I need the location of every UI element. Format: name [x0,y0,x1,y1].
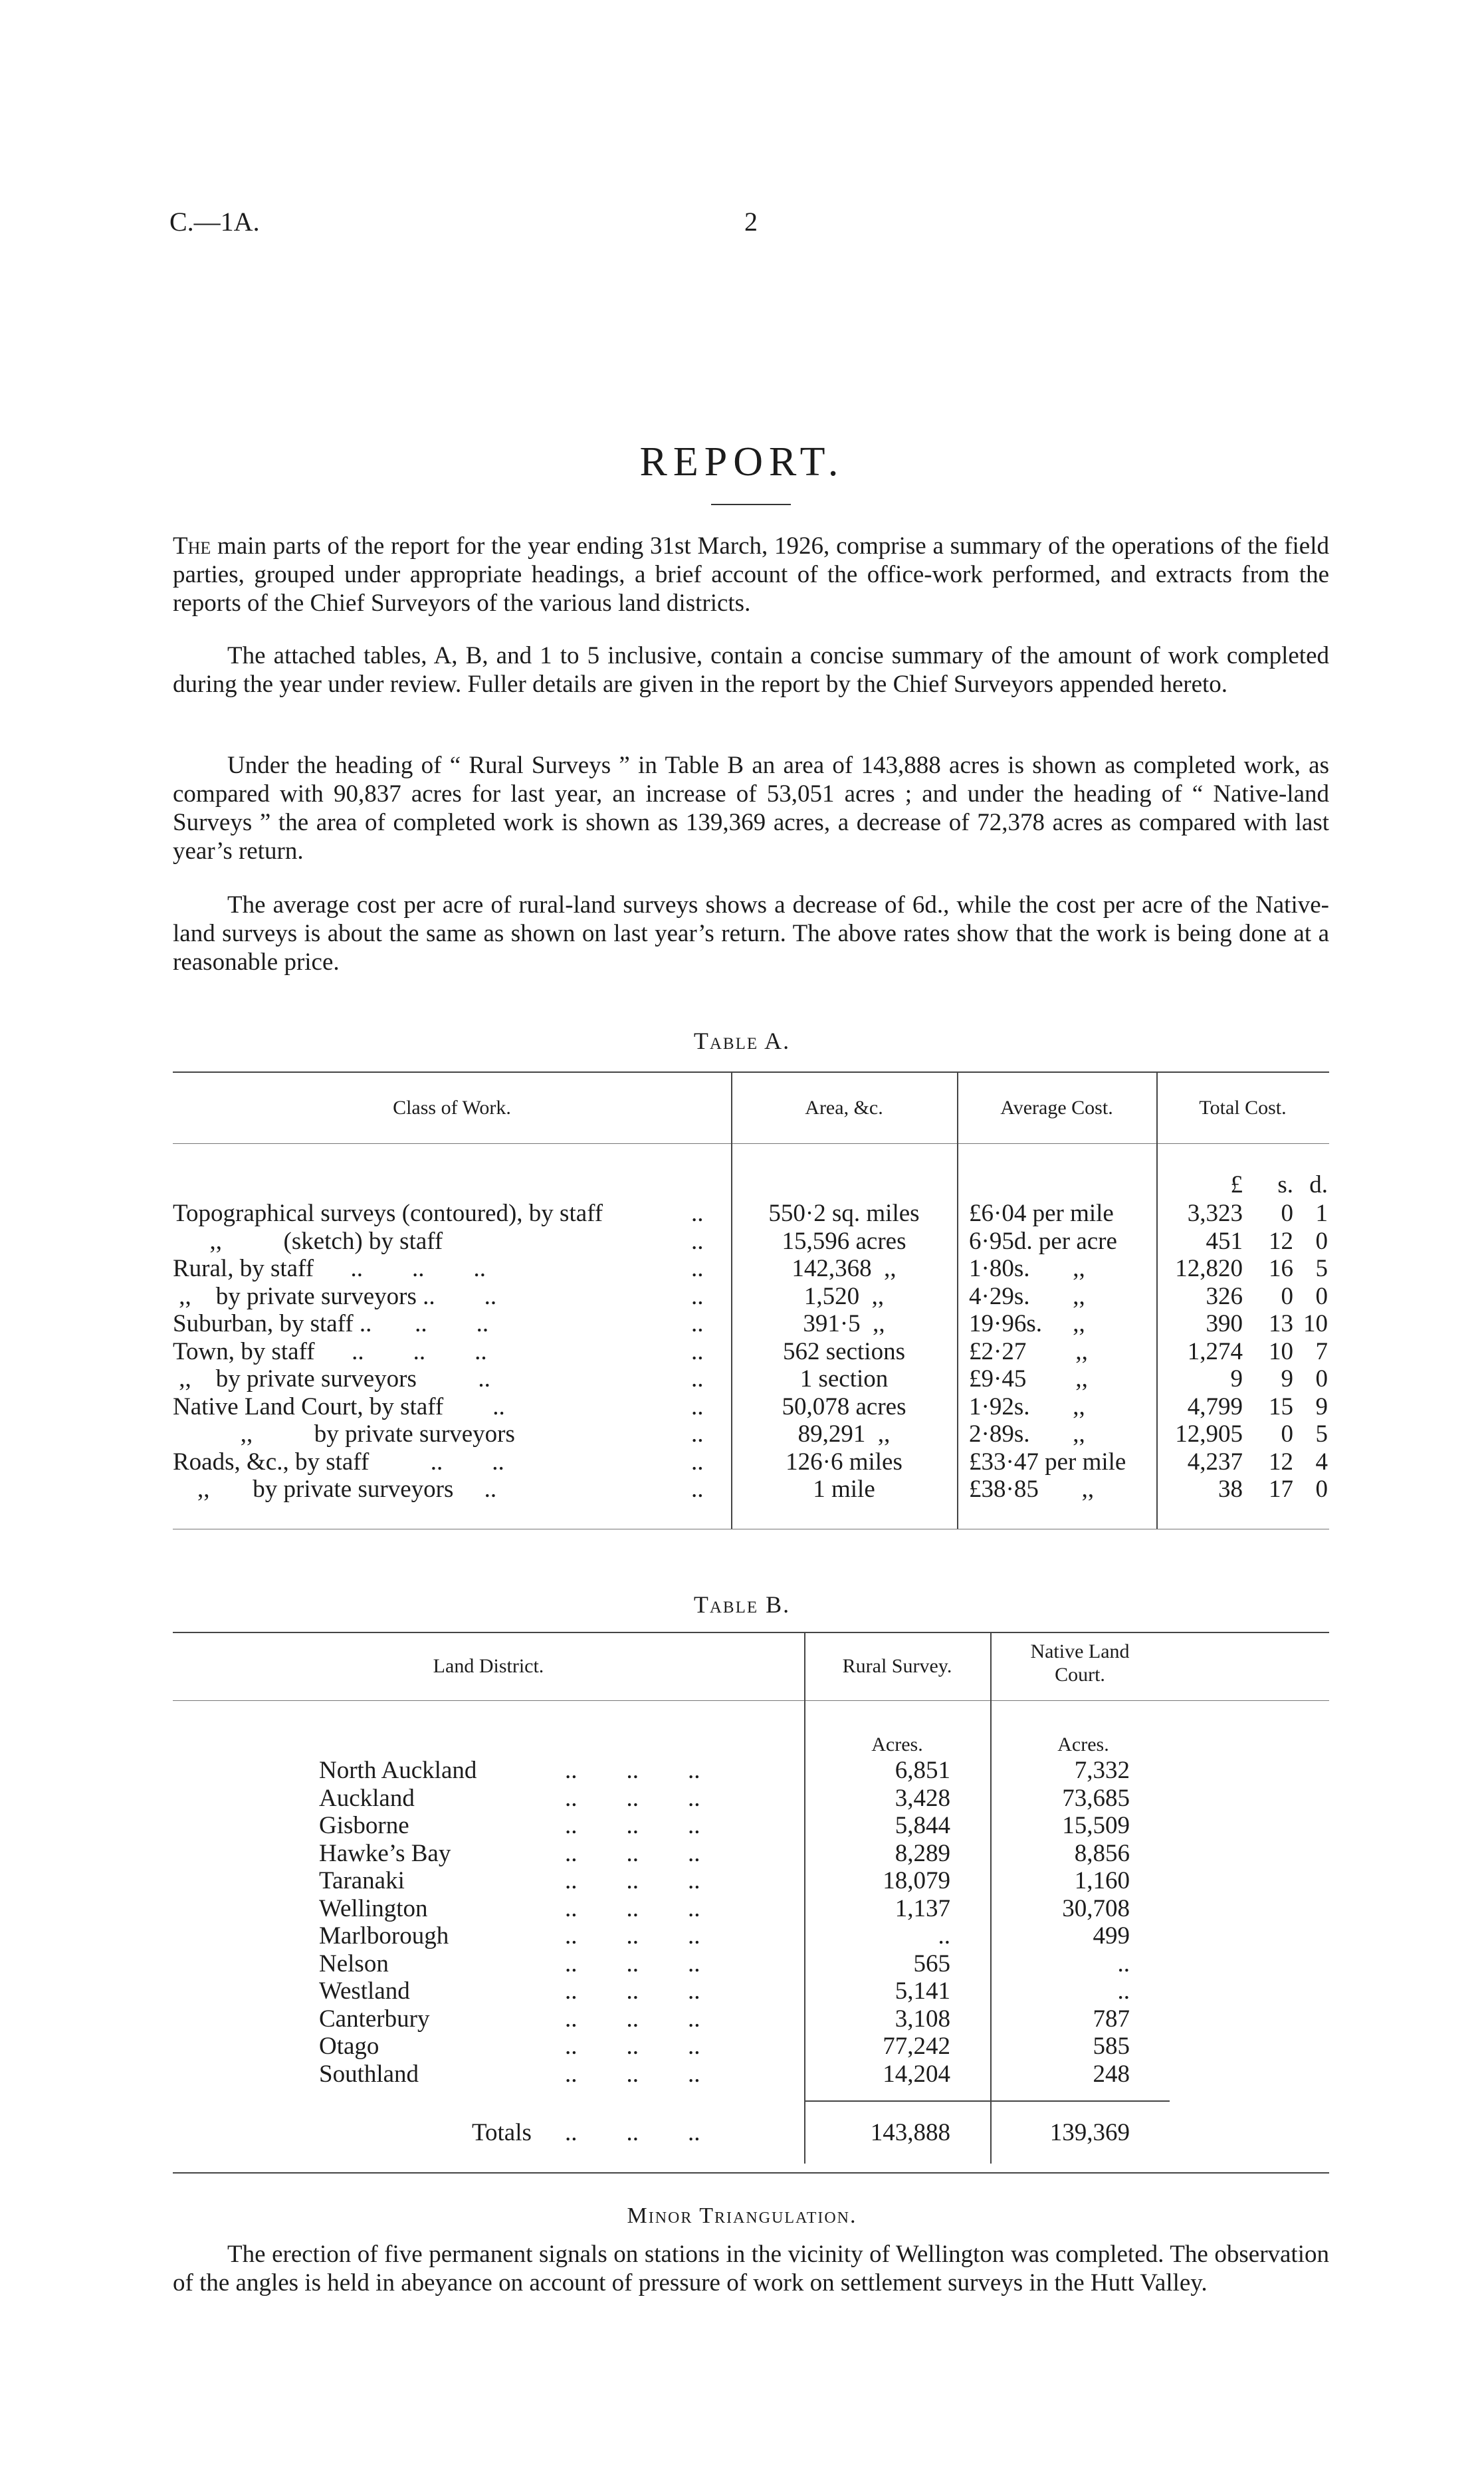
table-b-row-district: Southland [319,2060,419,2088]
page-number: 2 [744,207,758,237]
paragraph-2: The attached tables, A, B, and 1 to 5 inclusive, contain a concise summary of the amount of work completed during the year under review. Fuller details are given in the report by the Chief Surveyors appended hereto. [173,642,1329,698]
table-a-row-leader: .. [691,1310,704,1337]
table-b-row-district: Hawke’s Bay [319,1839,451,1867]
table-b-divider [990,1632,992,2164]
table-a-row-area: 15,596 acres [782,1227,906,1255]
table-b-row-leader: .. .. .. [565,2060,700,2088]
table-b-row-rural: 3,428 [895,1784,950,1812]
table-b-row-native: 30,708 [1062,1894,1130,1922]
table-b-header-native-2: Court. [1055,1664,1105,1686]
table-b-unit-native: Acres. [1057,1734,1109,1755]
table-b-row-native: 248 [1093,2060,1130,2088]
table-b-row-district: Nelson [319,1950,389,1977]
table-a-row-average: 6·95d. per acre [969,1227,1117,1255]
table-b-row-rural: 1,137 [895,1894,950,1922]
table-a-caption: Table A. [693,1028,791,1054]
table-a-row-shillings: 16 [1269,1255,1293,1282]
paragraph-1 [173,532,1329,617]
table-b-row-rural: 5,141 [895,1977,950,2005]
table-b-row-native: .. [1117,1950,1130,1977]
section-heading-minor-triangulation: Minor Triangulation. [627,2203,857,2228]
money-unit-pence: d. [1309,1171,1328,1198]
table-b-row-rural: 18,079 [883,1867,950,1894]
table-a-row-average: 1·80s. ,, [969,1255,1085,1282]
table-b-row-native: 787 [1093,2005,1130,2033]
table-a-row-label: Topographical surveys (contoured), by staff [173,1200,603,1227]
title-divider [711,504,791,505]
table-a-row-label: ,, by private surveyors .. .. [173,1282,497,1310]
table-b-row-leader: .. .. .. [565,1977,700,2005]
table-b-row-district: Otago [319,2033,379,2060]
table-b-row-native: 499 [1093,1922,1130,1950]
money-unit-shillings: s. [1277,1171,1293,1198]
table-a-row-leader: .. [691,1227,704,1255]
table-a-row-shillings: 0 [1281,1420,1293,1448]
table-a-row-average: £33·47 per mile [969,1448,1126,1476]
table-a-row-area: 1 section [799,1365,889,1393]
table-a-row-pence: 9 [1315,1393,1328,1420]
table-a-row-pence: 0 [1315,1476,1328,1503]
minor-triangulation-text: The erection of five permanent signals on stations in the vicinity of Wellington was completed. The observation of the angles is held in abeyance on account of pressure of work on settlement surveys in the Hutt Valley. [173,2241,1329,2297]
table-b-header-district: Land District. [433,1655,544,1677]
table-b-row-rural: 5,844 [895,1812,950,1839]
table-b-row-native: 7,332 [1074,1757,1130,1784]
totals-leader: .. .. .. [565,2119,700,2146]
table-b-row-native: 15,509 [1062,1812,1130,1839]
table-a-row-area: 391·5 ,, [803,1310,885,1337]
table-a-row-pounds: 326 [1206,1282,1243,1310]
table-b-row-native: 73,685 [1062,1784,1130,1812]
table-a-row-label: Roads, &c., by staff .. .. [173,1448,504,1476]
table-a-row-pence: 0 [1315,1227,1328,1255]
table-a-row-shillings: 17 [1269,1476,1293,1503]
table-a-row-average: £38·85 ,, [969,1476,1095,1503]
table-a-row-pence: 5 [1315,1420,1328,1448]
table-a-row-pence: 7 [1315,1337,1328,1365]
table-b-row-leader: .. .. .. [565,1894,700,1922]
table-b-row-native: 8,856 [1074,1839,1130,1867]
table-a-row-average: 19·96s. ,, [969,1310,1085,1337]
table-a-divider [1156,1071,1158,1529]
table-b-row-native: .. [1117,1977,1130,2005]
table-a-row-pounds: 1,274 [1187,1337,1243,1365]
table-a-row-label: Town, by staff .. .. .. [173,1337,487,1365]
table-a-row-average: 1·92s. ,, [969,1393,1085,1420]
table-a-row-label: ,, by private surveyors [173,1420,515,1448]
table-a-row-label: Suburban, by staff .. .. .. [173,1310,489,1337]
table-a-row-pounds: 12,905 [1175,1420,1243,1448]
table-b-row-leader: .. .. .. [565,1950,700,1977]
table-a-row-shillings: 12 [1269,1448,1293,1476]
table-a-row-label: Native Land Court, by staff .. [173,1393,505,1420]
table-b-row-leader: .. .. .. [565,2033,700,2060]
table-b-row-district: Canterbury [319,2005,430,2033]
table-b-caption: Table B. [693,1591,791,1618]
table-b-row-leader: .. .. .. [565,1784,700,1812]
table-a-row-shillings: 10 [1269,1337,1293,1365]
document-reference: C.—1A. [169,207,260,237]
table-a-header-class: Class of Work. [393,1097,511,1119]
table-b-row-district: Auckland [319,1784,415,1812]
table-b-header-rule [173,1700,1329,1701]
table-a-row-average: 4·29s. ,, [969,1282,1085,1310]
table-b-row-rural: .. [938,1922,950,1950]
table-b-row-rural: 3,108 [895,2005,950,2033]
table-b-top-rule [173,1632,1329,1633]
table-a-row-area: 126·6 miles [786,1448,902,1476]
table-b-row-district: North Auckland [319,1757,477,1784]
table-a-row-pounds: 4,237 [1187,1448,1243,1476]
page-title: REPORT. [639,439,845,485]
totals-native: 139,369 [1049,2119,1130,2146]
money-unit-pounds: £ [1230,1171,1243,1198]
table-b-header-native-1: Native Land [1030,1640,1130,1662]
table-a-row-label: ,, by private surveyors .. [173,1476,497,1503]
table-b-row-leader: .. .. .. [565,1839,700,1867]
table-b-row-rural: 6,851 [895,1757,950,1784]
table-b-row-native: 585 [1093,2033,1130,2060]
table-b-row-district: Gisborne [319,1812,409,1839]
table-a-row-area: 1 mile [813,1476,875,1503]
table-a-row-leader: .. [691,1393,704,1420]
table-a-header-total: Total Cost. [1199,1097,1287,1119]
table-a-row-pounds: 12,820 [1175,1255,1243,1282]
table-a-header-rule [173,1143,1329,1144]
table-a-row-area: 562 sections [783,1337,905,1365]
paragraph-1-text: main parts of the report for the year ending 31st March, 1926, comprise a summary of the operations of the field parties, grouped under appropriate headings, a brief account of the office-work performed, and extracts from the reports of the Chief Surveyors of the various land districts. [173,532,1330,617]
table-a-row-average: £2·27 ,, [969,1337,1088,1365]
paragraph-3: Under the heading of “ Rural Surveys ” in Table B an area of 143,888 acres is shown as completed work, as compared with 90,837 acres for last year, an increase of 53,051 acres ; and under the heading of “ Native-land Surveys ” the area of completed work is shown as 139,369 acres, a decrease of 72,378 acres as compared with last year’s return. [173,752,1329,865]
table-b-row-district: Westland [319,1977,410,2005]
table-b-row-rural: 14,204 [883,2060,950,2088]
table-a-header-average: Average Cost. [1000,1097,1113,1119]
table-b-row-district: Wellington [319,1894,428,1922]
table-b-totals-rule [804,2100,1170,2102]
table-b-row-native: 1,160 [1074,1867,1130,1894]
table-a-row-area: 89,291 ,, [797,1420,891,1448]
table-a-row-leader: .. [691,1282,704,1310]
table-b-row-rural: 565 [913,1950,950,1977]
table-b-row-district: Taranaki [319,1867,405,1894]
table-a-row-pounds: 451 [1206,1227,1243,1255]
paragraph-4: The average cost per acre of rural-land surveys shows a decrease of 6d., while the cost per acre of the Native-land surveys is about the same as shown on last year’s return. The above rates show that the work is being done at a reasonable price. [173,891,1329,976]
table-a-row-pounds: 3,323 [1187,1200,1243,1227]
table-b-row-leader: .. .. .. [565,1922,700,1950]
table-a-row-leader: .. [691,1200,704,1227]
table-b-row-leader: .. .. .. [565,2005,700,2033]
table-a-row-shillings: 0 [1281,1200,1293,1227]
table-b-row-rural: 8,289 [895,1839,950,1867]
table-b-row-leader: .. .. .. [565,1757,700,1784]
table-a-row-label: ,, (sketch) by staff [173,1227,443,1255]
table-a-row-label: Rural, by staff .. .. .. [173,1255,486,1282]
table-a-row-label: ,, by private surveyors .. [173,1365,490,1393]
table-a-row-area: 550·2 sq. miles [768,1200,920,1227]
table-a-row-pounds: 38 [1218,1476,1243,1503]
table-b-row-district: Marlborough [319,1922,449,1950]
table-a-row-leader: .. [691,1420,704,1448]
table-b-divider [804,1632,805,2164]
table-a-row-leader: .. [691,1365,704,1393]
table-a-row-pounds: 390 [1206,1310,1243,1337]
table-b-header-rural: Rural Survey. [842,1655,952,1677]
table-a-row-average: £6·04 per mile [969,1200,1114,1227]
table-a-row-pence: 5 [1315,1255,1328,1282]
table-a-row-area: 142,368 ,, [792,1255,897,1282]
table-a-row-area: 50,078 acres [782,1393,906,1420]
paragraph-1-lead: The [173,532,211,560]
table-a-row-pence: 0 [1315,1282,1328,1310]
table-a-row-shillings: 13 [1269,1310,1293,1337]
table-a-row-shillings: 0 [1281,1282,1293,1310]
table-a-row-average: £9·45 ,, [969,1365,1088,1393]
table-a-row-leader: .. [691,1476,704,1503]
table-a-divider [957,1071,958,1529]
table-b-row-leader: .. .. .. [565,1812,700,1839]
table-b-row-leader: .. .. .. [565,1867,700,1894]
table-a-top-rule [173,1071,1329,1073]
table-b-bottom-rule [173,2172,1329,2174]
table-a-row-pence: 0 [1315,1365,1328,1393]
table-a-row-shillings: 12 [1269,1227,1293,1255]
table-a-row-area: 1,520 ,, [803,1282,885,1310]
totals-label: Totals [472,2119,532,2146]
table-b-row-rural: 77,242 [883,2033,950,2060]
table-a-row-pence: 4 [1315,1448,1328,1476]
totals-rural: 143,888 [870,2119,950,2146]
table-a-row-pounds: 4,799 [1187,1393,1243,1420]
table-a-row-shillings: 15 [1269,1393,1293,1420]
table-a-row-leader: .. [691,1337,704,1365]
table-a-row-pence: 10 [1303,1310,1328,1337]
table-a-row-shillings: 9 [1281,1365,1293,1393]
table-a-divider [731,1071,732,1529]
table-a-row-leader: .. [691,1255,704,1282]
table-a-row-average: 2·89s. ,, [969,1420,1085,1448]
table-b-unit-rural: Acres. [871,1734,923,1755]
table-a-row-pounds: 9 [1230,1365,1243,1393]
table-a-row-leader: .. [691,1448,704,1476]
table-a-header-area: Area, &c. [805,1097,883,1119]
table-a-row-pence: 1 [1315,1200,1328,1227]
